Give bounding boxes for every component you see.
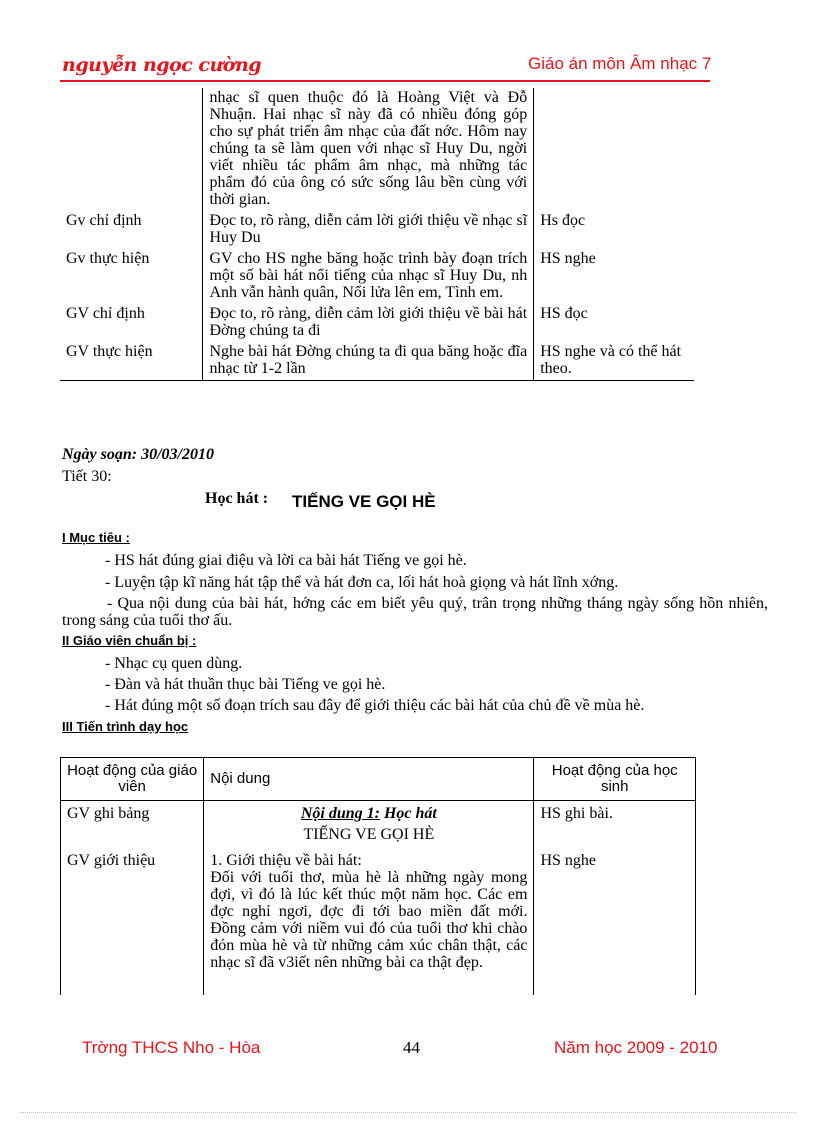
lesson-type: Học hát : — [205, 490, 269, 507]
preparation-item: - Nhạc cụ quen dùng. — [105, 655, 243, 672]
table-row — [60, 304, 694, 342]
header-divider — [60, 80, 710, 82]
student-activity-cell: HS nghe — [540, 250, 596, 267]
student-activity-cell — [534, 88, 694, 211]
student-activity-cell: Hs đọc — [540, 212, 586, 229]
song-title: TIẾNG VE GỌI HÈ — [303, 826, 435, 843]
column-header-content: Nội dung — [204, 758, 534, 801]
footer-school: Trờng THCS Nho - Hòa — [82, 1038, 261, 1057]
header-subject: Giáo án môn Âm nhạc 7 — [528, 54, 712, 73]
teacher-activity-cell: GV giới thiệu — [61, 846, 204, 995]
footer-school-year: Năm học 2009 - 2010 — [554, 1038, 718, 1057]
preparation-date: Ngày soạn: 30/03/2010 — [62, 446, 214, 463]
section-heading-objectives: I Mục tiêu : — [62, 530, 130, 545]
content-body: Đối với tuổi thơ, mùa hè là những ngày mong đợi, vì đó là lúc kết thúc một năm học. Các em đợc nghỉ ngơi, đợc đi tới bao miền đất mới. Đồng cảm với niềm vui đó của tuổi thơ khi chào đón mùa hè và từ những cảm xúc chân thật, các nhạc sĩ đã v3iết nên những bài ca thật đẹp. — [210, 869, 528, 971]
objective-item: - Qua nội dung của bài hát, hớng các em biết yêu quý, trân trọng những tháng ngày sống hồn nhiên, trong sáng của tuổi thơ ấu. — [62, 595, 768, 629]
preparation-item: - Đàn và hát thuần thục bài Tiếng ve gọi hè. — [105, 676, 386, 693]
content-subheading: 1. Giới thiệu về bài hát: — [210, 852, 362, 869]
student-activity-cell: HS ghi bài. — [534, 801, 696, 847]
content-label: Nội dung 1: — [300, 805, 380, 822]
objective-item: - Luyện tập kĩ năng hát tập thể và hát đơn ca, lối hát hoà giọng và hát lĩnh xớng. — [105, 574, 619, 591]
column-header-teacher: Hoạt động của giáo viên — [61, 758, 204, 801]
teacher-activity-cell: GV ghi bảng — [61, 801, 204, 847]
objective-item: - HS hát đúng giai điệu và lời ca bài hát Tiếng ve gọi hè. — [105, 552, 467, 569]
student-activity-cell: HS nghe — [534, 846, 696, 995]
content-heading — [210, 805, 527, 822]
section-heading-process: III Tiến trình dạy học — [62, 719, 189, 734]
content-cell: Đọc to, rõ ràng, diễn cảm lời giới thiệu về nhạc sĩ Huy Du — [203, 211, 534, 249]
content-cell — [204, 846, 534, 995]
activity-table — [60, 757, 696, 995]
table-row — [60, 88, 694, 211]
table-row — [60, 342, 694, 381]
column-header-student: Hoạt động của học sinh — [534, 758, 696, 801]
content-cell: Nghe bài hát Đờng chúng ta đi qua băng hoặc đĩa nhạc từ 1-2 lần — [203, 342, 534, 381]
student-activity-cell: HS nghe và có thể hát theo. — [534, 342, 694, 381]
preparation-item: - Hát đúng một số đoạn trích sau đây để giới thiệu các bài hát của chủ đề về mùa hè. — [105, 697, 645, 714]
content-cell: nhạc sĩ quen thuộc đó là Hoàng Việt và Đỗ Nhuận. Hai nhạc sĩ này đã có nhiều đóng góp cho sự phát triển âm nhạc của đất nớc. Hôm nay chúng ta sẽ làm quen với nhạc sĩ Huy Du, ngời viết nhiều tác phẩm âm nhạc, mà những tác phẩm đó của ông có sức sống lâu bền cùng với thời gian. — [203, 88, 534, 211]
teacher-activity-cell: GV chỉ định — [60, 304, 203, 342]
lesson-period: Tiết 30: — [62, 468, 112, 485]
table-row — [61, 846, 696, 995]
table-row — [60, 249, 694, 304]
section-heading-preparation: II Giáo viên chuẩn bị : — [62, 633, 197, 648]
table-row — [60, 211, 694, 249]
teacher-activity-cell: Gv thực hiện — [60, 249, 203, 304]
teacher-activity-cell: GV thực hiện — [60, 342, 203, 381]
content-cell: GV cho HS nghe băng hoặc trình bày đoạn trích một số bài hát nổi tiếng của nhạc sĩ Huy Du, nh Anh vẫn hành quân, Nổi lửa lên em, Tình em. — [203, 249, 534, 304]
content-cell: Đọc to, rõ ràng, diễn cảm lời giới thiệu về bài hát Đờng chúng ta đi — [203, 304, 534, 342]
lesson-title: TIẾNG VE GỌI HÈ — [292, 492, 436, 511]
teacher-activity-cell — [60, 88, 203, 211]
content-cell — [204, 801, 534, 847]
student-activity-cell: HS đọc — [540, 305, 588, 322]
activity-table-continued — [60, 88, 694, 381]
content-label-rest: Học hát — [379, 805, 437, 822]
page-bottom-divider — [20, 1112, 796, 1113]
header-author: nguyễn ngọc cường — [62, 54, 262, 76]
page-number: 44 — [403, 1038, 420, 1057]
table-row — [61, 801, 696, 847]
teacher-activity-cell: Gv chỉ định — [60, 211, 203, 249]
table-header-row — [61, 758, 696, 801]
